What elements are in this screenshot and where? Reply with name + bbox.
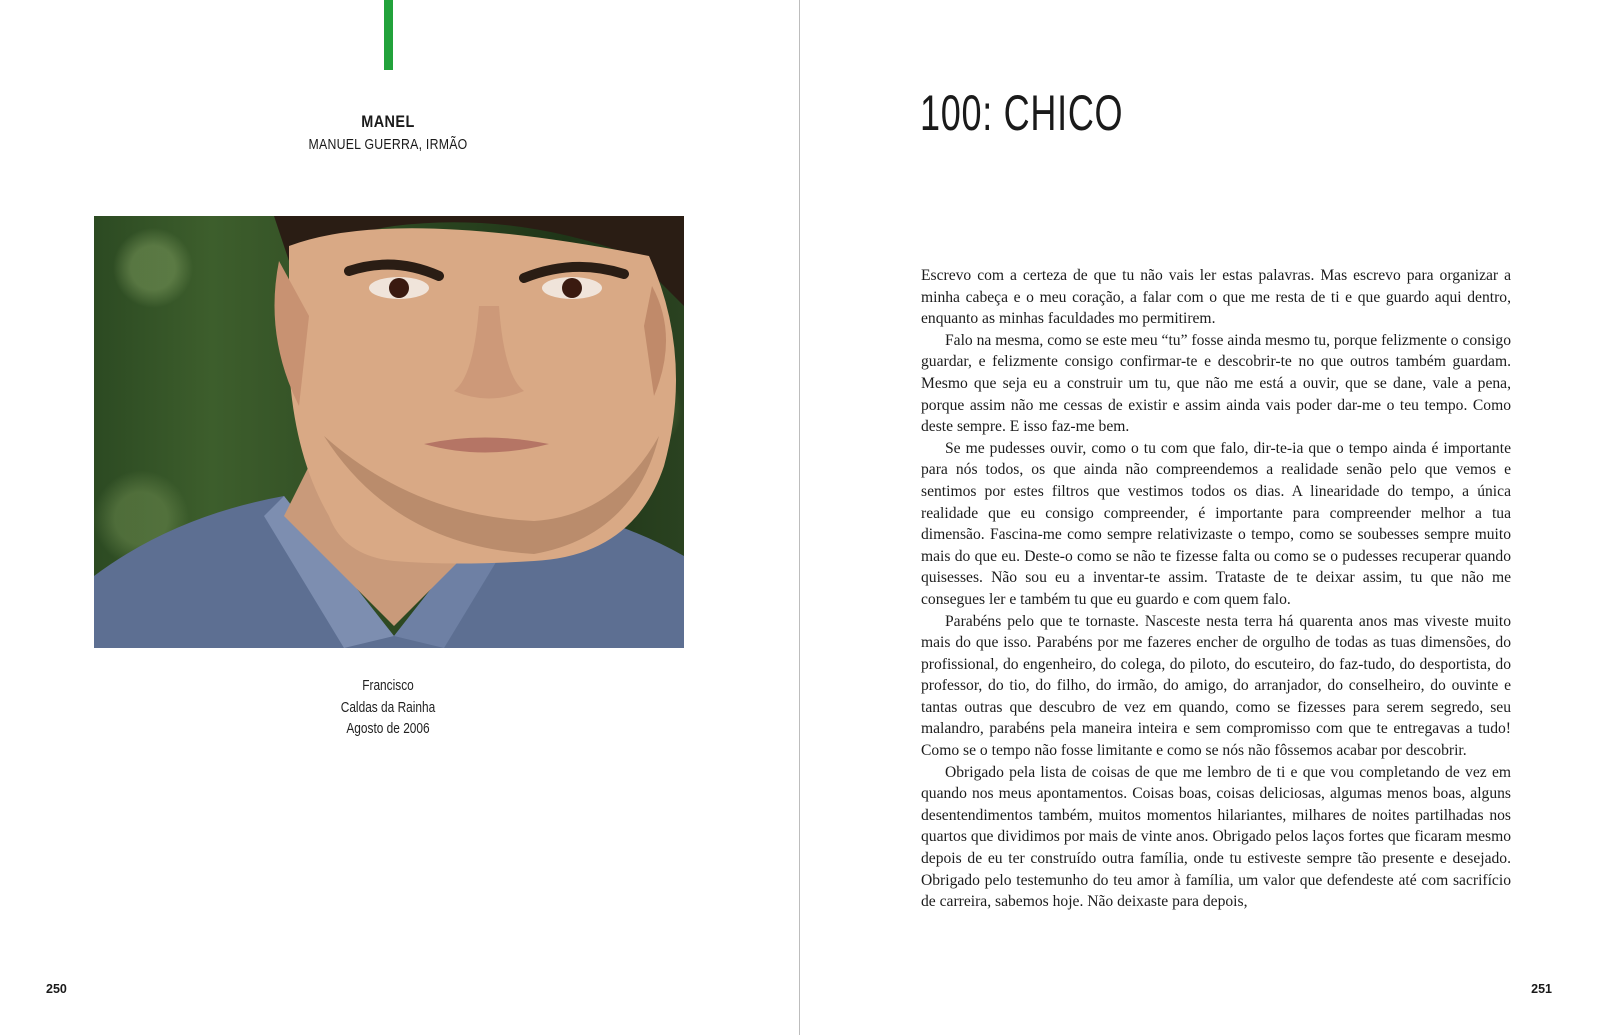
caption-line-3: Agosto de 2006 bbox=[346, 721, 430, 737]
paragraph-1: Escrevo com a certeza de que tu não vais ler estas palavras. Mas escrevo para organizar a minha cabeça e o meu coração, a falar com o que me resta de ti e que guardo aqui dentro, enquanto as minhas faculdades mo permitirem. bbox=[921, 267, 1511, 328]
page-number-left: 250 bbox=[46, 982, 67, 996]
paragraph-4: Parabéns pelo que te tornaste. Nasceste nesta terra há quarenta anos mas viveste muito mais do que isso. Parabéns por me fazeres encher de orgulho de todas as tuas dimensões, do profissional, do engenheiro, do colega, do piloto, do escuteiro, do faz-tudo, do desportista, do professor, do tio, do filho, do irmão, do amigo, do arranjador, do conselheiro, do ouvinte e tantas outras que descubro de vez em quando, como se fizesses para serem segredo, seu malandro, parabéns pela maneira inteira e sem compromisso com que te entregavas a tudo! Como se o tempo não fosse limitante e como se nós não fôssemos acabar por descobrir. bbox=[921, 612, 1511, 760]
paragraph-3: Se me pudesses ouvir, como o tu com que falo, dir-te-ia que o tempo ainda é importante para nós todos, os que ainda não compreendemos a realidade senão pelo que vemos e sentimos por estes filtros que vestimos todos os dias. A linearidade do tempo, a única realidade que eu consigo compreender, é importante para compreender melhor a tua dimensão. Fascina-me como sempre relativizaste o tempo, como se soubesses sempre muito mais do que eu. Deste-o como se não te fizesse falta ou como se o pudesses recuperar quando quisesses. Não sou eu a inventar-te assim. Trataste de te deixar assim, tu que não me consegues ler e também tu que eu guardo e com quem falo. bbox=[921, 439, 1511, 608]
paragraph-2: Falo na mesma, como se este meu “tu” fosse ainda mesmo tu, porque felizmente o consigo guardar, e felizmente consigo confirmar-te e descobrir-te no que outros também guardam. Mesmo que seja eu a construir um tu, que não me está a ouvir, que se dane, vale a pena, porque assim não me cessas de existir e assim ainda vais poder dar-me o teu tempo. Como deste sempre. E isso faz-me bem. bbox=[921, 331, 1511, 436]
body-text bbox=[921, 265, 1511, 913]
caption-line-2: Caldas da Rainha bbox=[340, 700, 436, 716]
right-page bbox=[800, 0, 1600, 1035]
author-name: MANEL bbox=[361, 112, 415, 131]
page-number-right: 251 bbox=[1531, 982, 1552, 996]
author-subtitle: MANUEL GUERRA, IRMÃO bbox=[308, 136, 468, 153]
portrait-illustration bbox=[94, 216, 684, 648]
chapter-title: 100: CHICO bbox=[920, 85, 1124, 141]
paragraph-5: Obrigado pela lista de coisas de que me lembro de ti e que vou completando de vez em quando nos meus apontamentos. Coisas boas, coisas deliciosas, algumas menos boas, alguns desentendimentos também, muitos momentos hilariantes, milhares de noites partilhadas nos quartos que dividimos por mais de vinte anos. Obrigado pelos laços fortes que ficaram mesmo depois de eu ter construído outra família, onde tu estiveste sempre tão presente e desejado. Obrigado pelo testemunho do teu amor à família, um valor que defendeste até com sacrifício de carreira, sabemos hoje. Não deixaste para depois, bbox=[921, 763, 1511, 911]
accent-bar bbox=[384, 0, 393, 70]
caption-line-1: Francisco bbox=[362, 678, 414, 694]
portrait-photo bbox=[94, 216, 684, 648]
